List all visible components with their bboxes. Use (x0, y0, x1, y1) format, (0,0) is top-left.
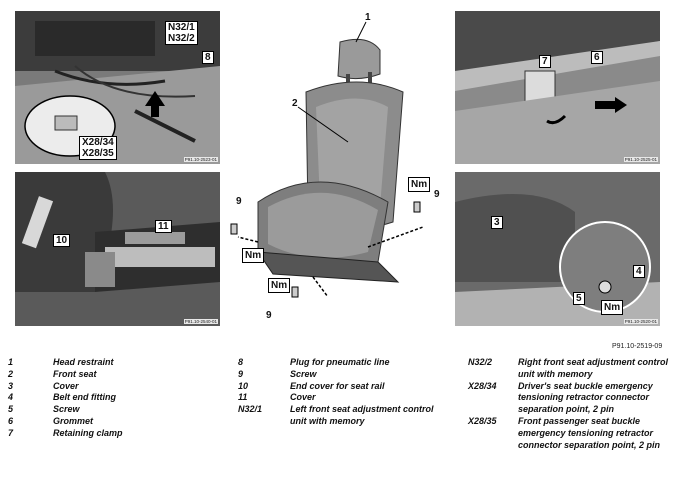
legend-text: Head restraint (53, 357, 114, 367)
photo-control-unit-under-seat (15, 11, 220, 164)
legend-text: Retaining clamp (53, 427, 123, 438)
callout-7: 7 (539, 55, 551, 68)
legend-key: 4 (8, 392, 14, 403)
torque-symbol-right: Nm (408, 177, 430, 192)
screw-icon (414, 202, 420, 212)
legend-key: N32/1 (238, 404, 263, 415)
legend-key: 11 (238, 392, 248, 403)
legend-text: Driver's seat buckle emergency tensioning retractor connector separation point, 2 pin (518, 380, 653, 415)
legend-key: 7 (8, 427, 14, 438)
photo-seat-rail-cover (15, 172, 220, 326)
legend-text: Front passenger seat buckle emergency tensioning retractor connector separation point, 2 pin (518, 415, 661, 450)
legend-item (468, 381, 668, 416)
legend-text: Cover (290, 392, 316, 403)
callout-x28: X28/34 X28/35 (79, 136, 117, 160)
legend-item (238, 392, 440, 404)
legend-item (8, 369, 223, 381)
legend-text: Grommet (53, 415, 94, 426)
legend-item (8, 392, 223, 404)
legend-text: Belt end fitting (53, 392, 116, 403)
callout-8: 8 (202, 51, 214, 64)
photo-ref-label: P91.10-2520-01 (624, 319, 657, 324)
callout-11: 11 (155, 220, 172, 233)
legend-item (238, 404, 440, 428)
photo-ref-label: P91.10-2523-01 (184, 157, 217, 162)
legend-key: 3 (8, 380, 14, 391)
legend-item (238, 381, 440, 393)
legend-col-1 (8, 357, 223, 440)
legend-text: Right front seat adjustment control unit with memory (518, 357, 669, 379)
legend-item (8, 357, 223, 369)
legend-text: Front seat (53, 368, 97, 379)
legend-key: 5 (8, 404, 14, 415)
torque-symbol-left: Nm (242, 248, 264, 263)
callout-9-bottom: 9 (266, 310, 272, 321)
legend-item (8, 428, 223, 440)
legend-text: Cover (53, 380, 79, 391)
legend-text: Plug for pneumatic line (290, 357, 390, 367)
legend-key: 6 (8, 415, 14, 426)
legend-item (238, 357, 440, 369)
photo-retaining-clamp-drawing (455, 11, 660, 164)
legend-text: Left front seat adjustment control unit with memory (290, 404, 434, 426)
figure-id: P91.10-2519-09 (612, 343, 663, 350)
callout-n32: N32/1 N32/2 (165, 21, 198, 45)
legend-col-3 (468, 357, 668, 451)
callout-4: 4 (633, 265, 645, 278)
legend-text: End cover for seat rail (290, 380, 385, 391)
legend-key: X28/35 (468, 415, 497, 426)
callout-2: 2 (292, 98, 298, 109)
legend-item (238, 369, 440, 381)
legend-key: 2 (8, 368, 14, 379)
legend-key: 8 (238, 357, 244, 367)
photo-ref-label: P91.10-2540-01 (184, 319, 217, 324)
legend-text: Screw (290, 368, 317, 379)
photo-belt-end-fitting-drawing (455, 172, 660, 326)
callout-9-right: 9 (434, 189, 440, 200)
callout-6: 6 (591, 51, 603, 64)
legend-key: X28/34 (468, 380, 497, 391)
photo-seat-rail-drawing (15, 172, 220, 326)
photo-belt-end-fitting (455, 172, 660, 326)
legend-key: 10 (238, 380, 249, 391)
seat-illustration (228, 12, 448, 312)
screw-icon (292, 287, 298, 297)
torque-symbol: Nm (601, 300, 623, 315)
callout-1: 1 (365, 12, 371, 23)
legend-item (468, 416, 668, 451)
legend-col-2 (238, 357, 440, 428)
screw-icon (231, 224, 237, 234)
legend-item (468, 357, 668, 381)
legend-key: N32/2 (468, 357, 493, 367)
legend-item (8, 404, 223, 416)
legend-item (8, 381, 223, 393)
legend-text: Screw (53, 404, 80, 415)
torque-symbol-bottom: Nm (268, 278, 290, 293)
photo-retaining-clamp (455, 11, 660, 164)
callout-5: 5 (573, 292, 585, 305)
photo-ref-label: P91.10-2525-01 (624, 157, 657, 162)
legend-key: 1 (8, 357, 14, 367)
callout-10: 10 (53, 234, 70, 247)
legend-key: 9 (238, 368, 244, 379)
legend-item (8, 416, 223, 428)
callout-3: 3 (491, 216, 503, 229)
callout-9-left: 9 (236, 196, 242, 207)
